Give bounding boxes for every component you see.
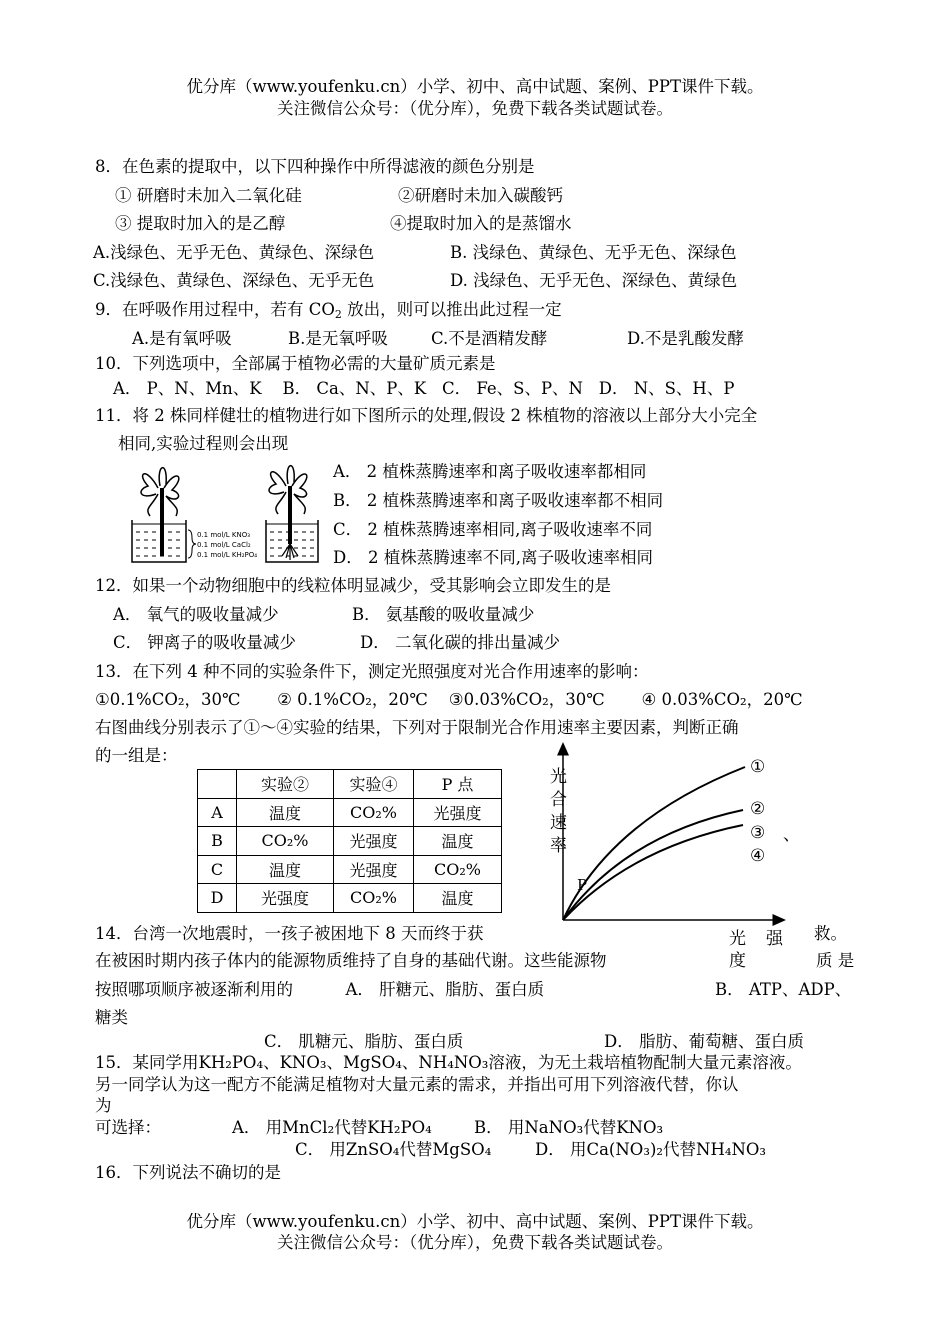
graph-p-label: P	[577, 876, 588, 894]
table-cell: B	[198, 827, 237, 856]
curve-label-4: ④	[750, 846, 766, 866]
q11-option-c: C． 2 植株蒸腾速率相同,离子吸收速率不同	[333, 520, 653, 539]
q12-option-a: A． 氧气的吸收量减少	[113, 605, 279, 624]
table-cell: CO₂%	[334, 798, 414, 827]
q10-options: A． P、N、Mn、K B． Ca、N、P、K C． Fe、S、P、N D． N、S、H、P	[113, 379, 735, 398]
solution-label-1: 0.1 mol/L KNO₃	[197, 531, 251, 539]
q11-option-a: A． 2 植株蒸腾速率和离子吸收速率都相同	[333, 462, 647, 481]
table-header-cell: P 点	[414, 770, 502, 799]
q8-statement-2: ②研磨时未加入碳酸钙	[398, 186, 563, 205]
table-header-cell: 实验②	[237, 770, 334, 799]
q12-stem: 12．如果一个动物细胞中的线粒体明显减少，受其影响会立即发生的是	[95, 576, 611, 595]
q15-option-a: A． 用MnCl₂代替KH₂PO₄	[232, 1118, 432, 1137]
q9-option-a: A.是有氧呼吸	[132, 329, 232, 348]
table-cell: 光强度	[414, 798, 502, 827]
q13-conditions: ①0.1%CO₂，30℃ ② 0.1%CO₂，20℃ ③0.03%CO₂，30℃ ④ 0.03%CO₂，20℃	[95, 690, 803, 709]
q11-stem-1: 11．将 2 株同样健壮的植物进行如下图所示的处理,假设 2 株植物的溶液以上部分大小完全	[95, 406, 758, 425]
graph-ylabel-2: 合	[550, 790, 567, 810]
q10-stem: 10．下列选项中，全部属于植物必需的大量矿质元素是	[95, 354, 496, 373]
q15-option-c: C． 用ZnSO₄代替MgSO₄	[295, 1140, 492, 1159]
table-cell: D	[198, 884, 237, 913]
curve-1	[563, 767, 745, 920]
graph-xlabel-1: 光	[729, 929, 746, 949]
table-cell: 光强度	[334, 855, 414, 884]
q13-stem: 13．在下列 4 种不同的实验条件下，测定光照强度对光合作用速率的影响：	[95, 662, 649, 681]
table-cell: 温度	[237, 855, 334, 884]
solution-label-2: 0.1 mol/L CaCl₂	[197, 541, 251, 549]
q12-option-d: D． 二氧化碳的排出量减少	[360, 633, 560, 652]
roots	[282, 544, 298, 560]
q11-option-b: B． 2 植株蒸腾速率和离子吸收速率都不相同	[333, 491, 664, 510]
q12-option-b: B． 氨基酸的吸收量减少	[352, 605, 535, 624]
q15-line-2: 另一同学认为这一配方不能满足植物对大量元素的需求，并指出可用下列溶液代替，你认	[95, 1075, 739, 1094]
curve-2	[563, 810, 743, 920]
q14-line-2a: 在被困时期内孩子体内的能源物质维持了自身的基础代谢。这些能源物	[95, 951, 607, 970]
header-line-2: 关注微信公众号：（优分库），免费下载各类试题试卷。	[277, 99, 673, 118]
table-cell: 温度	[414, 884, 502, 913]
q15-line-1: 15．某同学用KH₂PO₄、KNO₃、MgSO₄、NH₄NO₃溶液，为无土栽培植物配制大量元素溶液。	[95, 1053, 802, 1072]
table-header-cell: 实验④	[334, 770, 414, 799]
q13-desc-2: 的一组是：	[95, 746, 178, 765]
q14-line-4: 糖类	[95, 1008, 128, 1027]
q8-statement-1: ① 研磨时未加入二氧化硅	[115, 186, 302, 205]
curve-label-2: ②	[750, 799, 766, 819]
table-cell: 光强度	[237, 884, 334, 913]
graph-xlabel-3: 度	[729, 951, 746, 971]
q8-option-b: B. 浅绿色、黄绿色、无乎无色、深绿色	[450, 243, 737, 262]
q15-option-b: B． 用NaNO₃代替KNO₃	[474, 1118, 664, 1137]
q16-stem: 16．下列说法不确切的是	[95, 1163, 281, 1182]
table-row	[198, 798, 502, 827]
table-cell: CO₂%	[237, 827, 334, 856]
table-cell: 温度	[237, 798, 334, 827]
footer-line-1: 优分库（www.youfenku.cn）小学、初中、高中试题、案例、PPT课件下载。	[186, 1212, 764, 1231]
curve-label-1: ①	[750, 757, 766, 777]
table-cell: 温度	[414, 827, 502, 856]
curve-label-sep: 、	[783, 825, 800, 845]
header-line-1: 优分库（www.youfenku.cn）小学、初中、高中试题、案例、PPT课件下载。	[186, 77, 764, 96]
q9-option-b: B.是无氧呼吸	[288, 329, 388, 348]
q11-option-d: D． 2 植株蒸腾速率不同,离子吸收速率相同	[333, 548, 653, 567]
q13-answer-table	[197, 769, 502, 913]
q13-desc-1: 右图曲线分别表示了①～④实验的结果，下列对于限制光合作用速率主要因素，判断正确	[95, 718, 739, 737]
table-cell: 光强度	[334, 827, 414, 856]
solution-label-3: 0.1 mol/L KH₂PO₄	[197, 551, 258, 559]
q8-statement-4: ④提取时加入的是蒸馏水	[390, 214, 572, 233]
q15-option-d: D． 用Ca(NO₃)₂代替NH₄NO₃	[535, 1140, 767, 1159]
curve-3	[563, 825, 743, 920]
q14-line-3b: B． ATP、ADP、	[715, 980, 852, 999]
q8-option-c: C.浅绿色、黄绿色、深绿色、无乎无色	[93, 271, 375, 290]
right-plant	[269, 466, 307, 514]
table-cell: CO₂%	[414, 855, 502, 884]
table-header-row	[198, 770, 502, 799]
q8-statement-3: ③ 提取时加入的是乙醇	[115, 214, 286, 233]
q14-option-d: D． 脂肪、葡萄糖、蛋白质	[604, 1032, 804, 1051]
footer-line-2: 关注微信公众号：（优分库），免费下载各类试题试卷。	[277, 1233, 673, 1252]
q11-plant-figure	[128, 458, 328, 568]
table-row	[198, 827, 502, 856]
q12-option-c: C． 钾离子的吸收量减少	[113, 633, 296, 652]
table-row	[198, 855, 502, 884]
q14-line-2b: 质 是	[816, 951, 855, 970]
table-row	[198, 884, 502, 913]
table-cell: CO₂%	[334, 884, 414, 913]
q14-line-3: 按照哪项顺序被逐渐利用的 A． 肝糖元、脂肪、蛋白质	[95, 980, 545, 999]
graph-ylabel-4: 率	[550, 836, 567, 856]
q9-option-c: C.不是酒精发酵	[431, 329, 548, 348]
graph-ylabel-1: 光	[550, 767, 567, 787]
q8-option-d: D. 浅绿色、无乎无色、深绿色、黄绿色	[450, 271, 738, 290]
curve-label-3: ③	[750, 823, 766, 843]
q9-stem: 9．在呼吸作用过程中，若有 $CO_2$ 放出，则可以推出此过程一定	[95, 300, 562, 321]
table-header-cell	[198, 770, 237, 799]
q15-line-4: 可选择：	[95, 1118, 161, 1137]
q8-option-a: A.浅绿色、无乎无色、黄绿色、深绿色	[93, 243, 375, 262]
q14-stem-a: 14．台湾一次地震时，一孩子被困地下 8 天而终于获	[95, 924, 484, 943]
left-plant	[141, 468, 179, 516]
q14-stem-b: 救。	[814, 924, 847, 943]
graph-xlabel-2: 强	[766, 929, 783, 949]
q15-line-3: 为	[95, 1096, 112, 1115]
q11-stem-2: 相同,实验过程则会出现	[118, 434, 289, 453]
q9-option-d: D.不是乳酸发酵	[627, 329, 744, 348]
q14-option-c: C． 肌糖元、脂肪、蛋白质	[264, 1032, 464, 1051]
table-cell: C	[198, 855, 237, 884]
graph-ylabel-3: 速	[550, 813, 567, 833]
q8-stem: 8．在色素的提取中，以下四种操作中所得滤液的颜色分别是	[95, 157, 535, 176]
table-cell: A	[198, 798, 237, 827]
